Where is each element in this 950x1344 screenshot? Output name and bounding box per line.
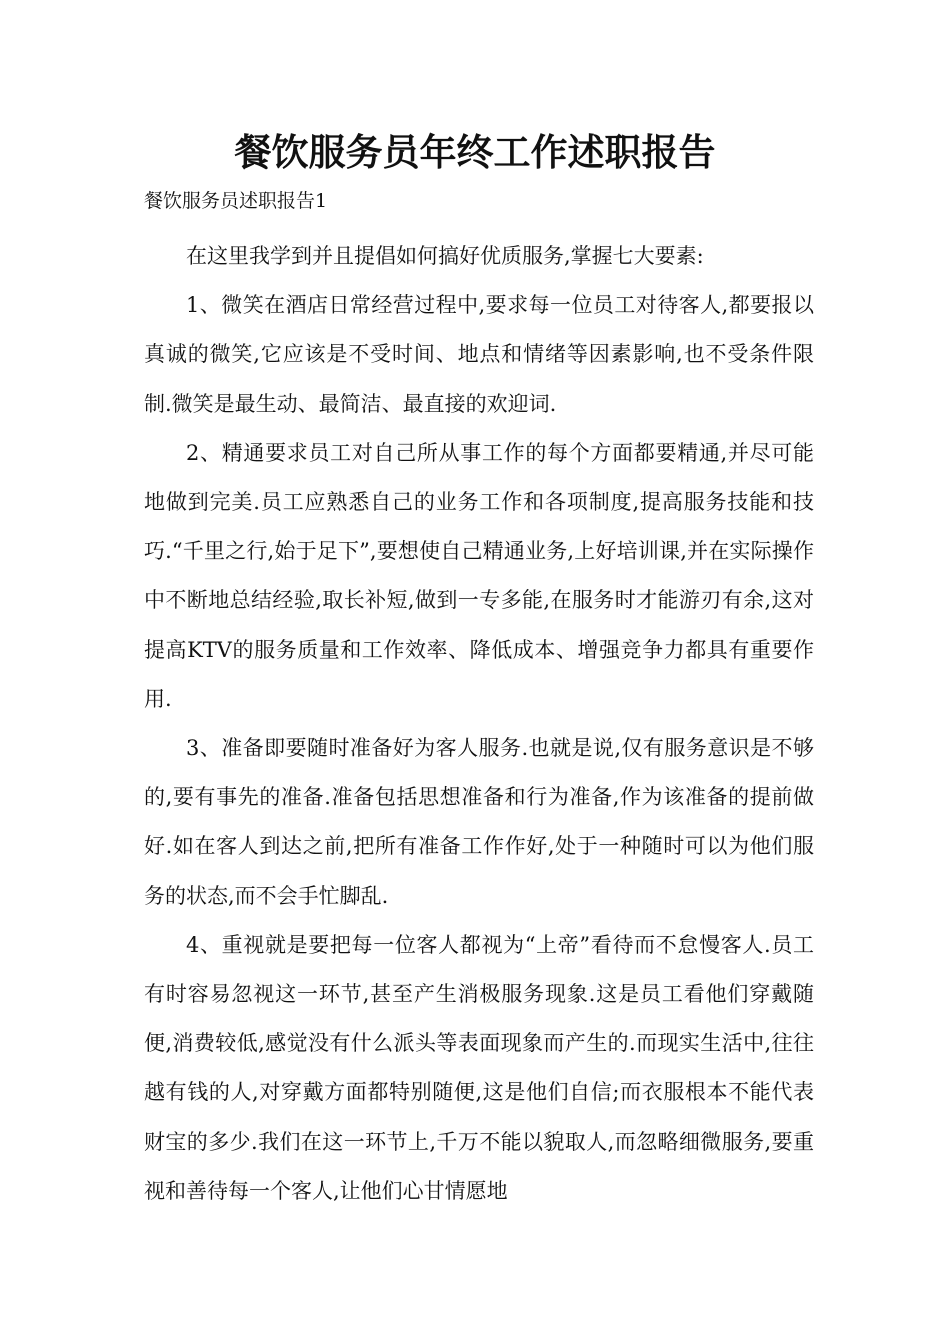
paragraph-smile: 1、微笑在酒店日常经营过程中,要求每一位员工对待客人,都要报以真诚的微笑,它应该是不受时间、地点和情绪等因素影响,也不受条件限制.微笑是最生动、最简洁、最直接的欢迎词.	[144, 293, 814, 416]
paragraph-proficiency: 2、精通要求员工对自己所从事工作的每个方面都要精通,并尽可能地做到完美.员工应熟悉自己的业务工作和各项制度,提高服务技能和技巧.“千里之行,始于足下”,要想使自己精通业务,上好培训课,并在实际操作中不断地总结经验,取长补短,做到一专多能,在服务时才能游刃有余,这对提高KTV的服务质量和工作效率、降低成本、增强竞争力都具有重要作用.	[144, 440, 814, 711]
document-body	[144, 232, 814, 1216]
section-subtitle: 餐饮服务员述职报告1	[144, 190, 328, 212]
paragraph-preparation: 3、准备即要随时准备好为客人服务.也就是说,仅有服务意识是不够的,要有事先的准备.准备包括思想准备和行为准备,作为该准备的提前做好.如在客人到达之前,把所有准备工作作好,处于一种随时可以为他们服务的状态,而不会手忙脚乱.	[144, 736, 814, 908]
paragraph-attention: 4、重视就是要把每一位客人都视为“上帝”看待而不怠慢客人.员工有时容易忽视这一环节,甚至产生消极服务现象.这是员工看他们穿戴随便,消费较低,感觉没有什么派头等表面现象而产生的.而现实生活中,往往越有钱的人,对穿戴方面都特别随便,这是他们自信;而衣服根本不能代表财宝的多少.我们在这一环节上,千万不能以貌取人,而忽略细微服务,要重视和善待每一个客人,让他们心甘情愿地	[144, 932, 814, 1203]
document-title: 餐饮服务员年终工作述职报告	[234, 131, 716, 174]
paragraph-intro: 在这里我学到并且提倡如何搞好优质服务,掌握七大要素:	[186, 244, 704, 268]
